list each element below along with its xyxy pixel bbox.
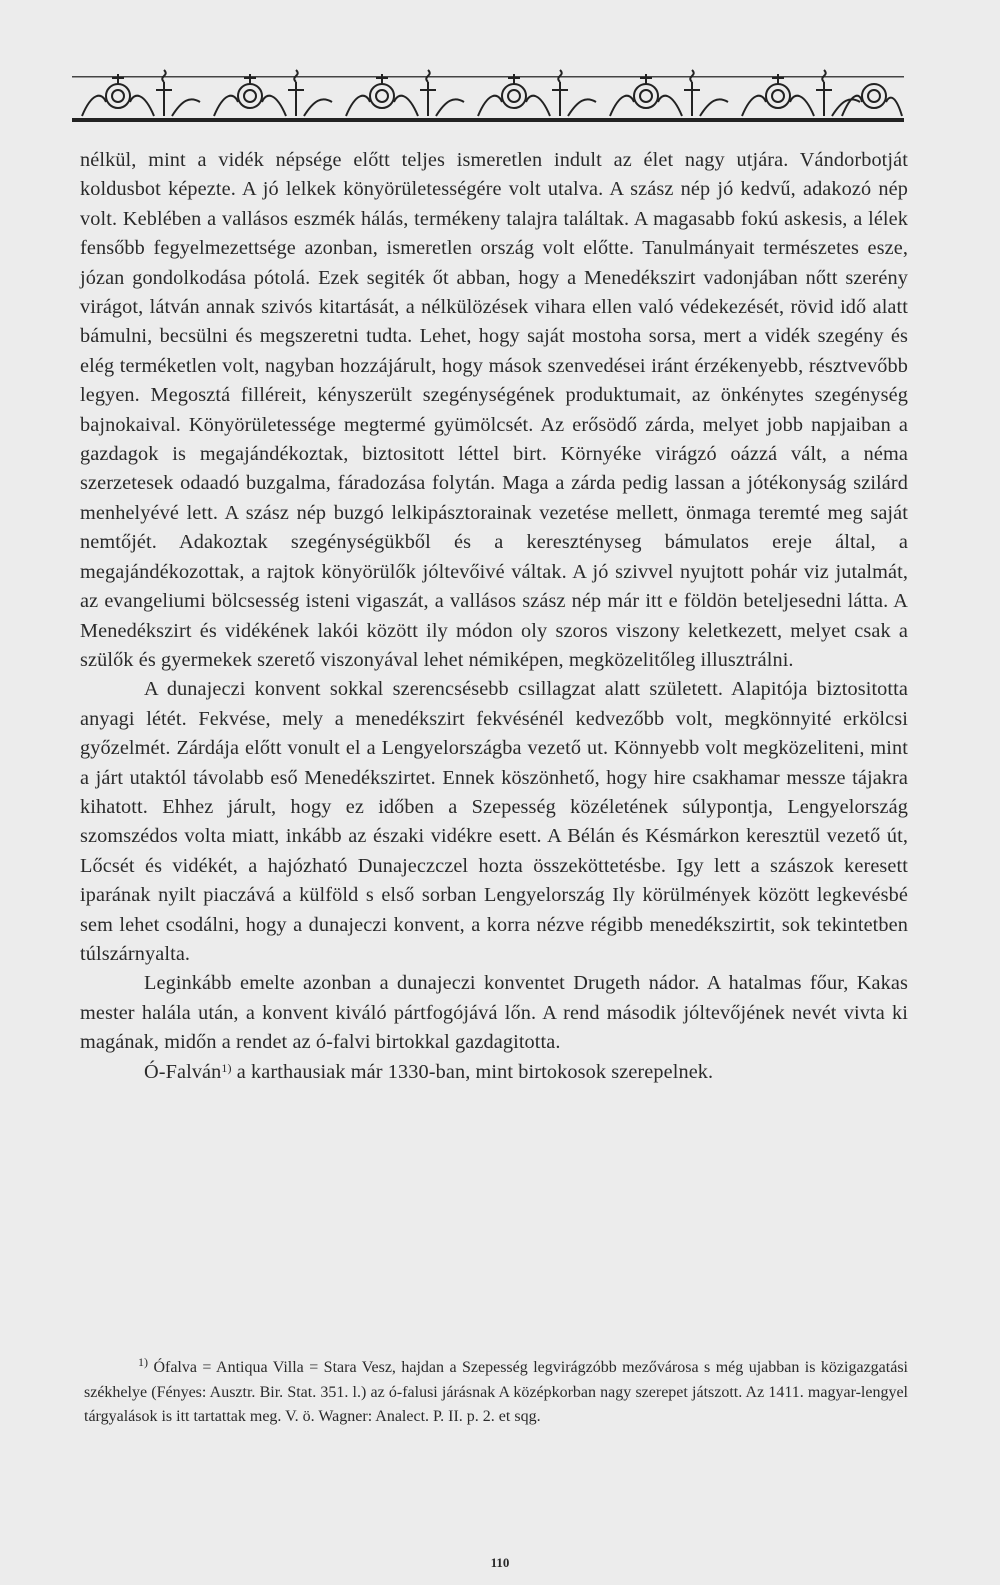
- footnote: [84, 1356, 908, 1430]
- paragraph-4-end: a karthausiak már 1330-ban, mint birtokosok szerepelnek.: [231, 1060, 714, 1083]
- floral-border-ornament: [72, 62, 904, 124]
- paragraph-3: Leginkább emelte azonban a dunajeczi konventet Drugeth nádor. A hatalmas főur, Kakas mester halála után, a konvent kiváló pártfogójává lőn. A rend második jóltevőjének nevét vivta ki magának, midőn a rendet az ó-falvi birtokkal gazdagitotta.: [80, 972, 908, 1054]
- footnote-reference: 1): [221, 1060, 232, 1075]
- paragraph-4-start: Ó-Falván: [144, 1060, 222, 1083]
- main-text: [80, 146, 908, 1087]
- footnote-body: Ófalva = Antiqua Villa = Stara Vesz, hajdan a Szepesség legvirágzóbb mezővárosa s még ujabban is közigazgatási székhelye (Fényes: Ausztr. Bir. Stat. 351. l.) az ó-falusi járásnak A középkorban nagy szerepet játszott. Az 1411. magyar-lengyel tárgyalások is itt tartattak meg. V. ö. Wagner: Analect. P. II. p. 2. et sqg.: [84, 1359, 908, 1425]
- footnote-text: [84, 1356, 908, 1430]
- page-number: 110: [490, 1555, 510, 1570]
- paragraph-2: A dunajeczi konvent sokkal szerencsésebb csillagzat alatt született. Alapitója biztositotta anyagi létét. Fekvése, mely a menedékszirt fekvésénél kedvezőbb volt, megkönnyité erkölcsi győzelmét. Zárdája előtt vonult el a Lengyelországba vezető ut. Könnyebb volt megközeliteni, mint a járt utaktól távolabb eső Menedékszirtet. Ennek köszönhető, hogy hire csakhamar messze tájakra kihatott. Ehhez járult, hogy ez időben a Szepesség közéletének súlypontja, Lengyelország szomszédos volta miatt, inkább az északi vidékre esett. A Bélán és Késmárkon keresztül vezető út, Lőcsét és vidékét, a hajózható Dunajeczczel hozta összeköttetésbe. Igy lett a szászok keresett iparának nyilt piaczává a külföld s első sorban Lengyelország Ily körülmények között legkevésbé sem lehet csodálni, hogy a dunajeczi konvent, a korra nézve régibb menedékszirtit, sok tekintetben túlszárnyalta.: [80, 678, 908, 965]
- paragraph-4: [80, 1058, 908, 1087]
- footnote-mark: 1): [138, 1355, 148, 1369]
- paragraph-1: nélkül, mint a vidék népsége előtt teljes ismeretlen indult az élet nagy utjára. Vándorbotját koldusbot képezte. A jó lelkek könyörületességére volt utalva. A szász nép jó kedvű, adakozó nép volt. Keblében a vallásos eszmék hálás, termékeny talajra találtak. A magasabb fokú askesis, a lélek fensőbb fegyelmezettsége azonban, ismeretlen ország volt előtte. Tanulmányait természetes esze, józan gondolkodása pótolá. Ezek segiték őt abban, hogy a Menedékszirt vadonjában nőtt szerény virágot, látván annak szivós kitartását, a nélkülözések vihara ellen való védekezését, rövid idő alatt bámulni, becsülni és megszeretni tudta. Lehet, hogy saját mostoha sorsa, mert a vidék szegény és elég terméketlen volt, nagyban hozzájárult, hogy mások szenvedései iránt érzékenyebb, résztvevőbb legyen. Megosztá filléreit, kényszerült szegénységének produktumait, az önkénytes szegénység bajnokaival. Könyörületessége megtermé gyümölcsét. Az erősödő zárda, melyet jobb napjaiban a gazdagok is megajándékoztak, biztositott léttel birt. Környéke virágzó oázzá vált, a néma szerzetesek odaadó buzgalma, fáradozása folytán. Maga a zárda pedig lassan a jótékonyság szilárd menhelyévé lett. A szász nép buzgó lelkipásztorainak vezetése mellett, önmaga teremté meg saját nemtőjét. Adakoztak szegénységükből és a keresztényseg bámulatos ereje által, a megajándékozottak, a rajtok könyörülők jóltevőivé váltak. A jó szivvel nyujtott pohár viz jutalmát, az evangeliumi bölcsesség isteni vigaszát, a vallásos szász nép már itt e földön beteljesedni látta. A Menedékszirt és vidékének lakói között ily módon oly szoros viszony keletkezett, melyet csak a szülők és gyermekek szerető viszonyával lehet némiképen, megközelitőleg illusztrálni.: [80, 149, 908, 671]
